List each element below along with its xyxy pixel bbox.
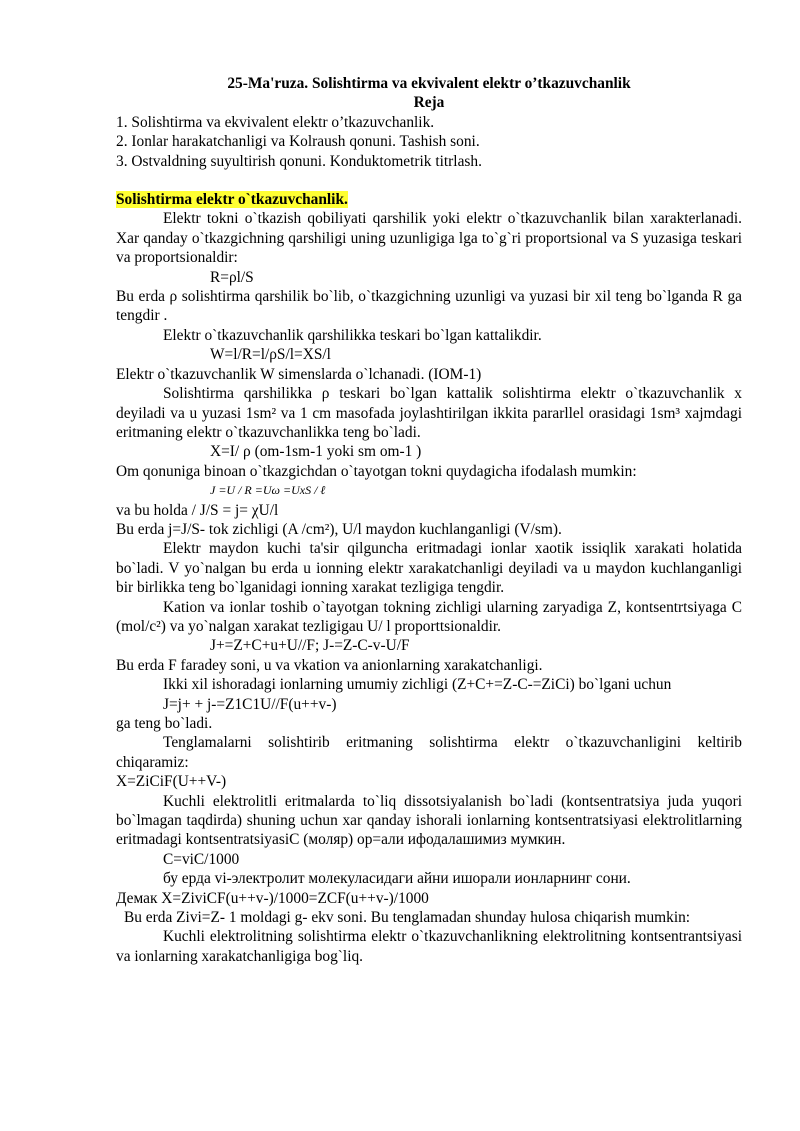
paragraph: Ikki xil ishoradagi ionlarning umumiy zichligi (Z+C+=Z-C-=ZiCi) bo`lgani uchun <box>163 676 672 694</box>
paragraph: бу ерда vi-электролит молекуласидаги айни ишорали ионларнинг сони. <box>163 870 631 888</box>
equation: X=I/ ρ (om-1sm-1 yoki sm om-1 ) <box>210 443 422 461</box>
paragraph: va bu holda / J/S = j= χU/l <box>116 501 279 519</box>
equation: J+=Z+C+u+U//F; J-=Z-C-v-U/F <box>210 637 410 655</box>
plan-list <box>116 113 742 171</box>
paragraph: Tenglamalarni solishtirib eritmaning solishtirma elektr o`tkazuvchanligini keltirib chiqaramiz: <box>116 734 742 771</box>
equation: J=j+ + j-=Z1C1U//F(u++v-) <box>163 695 337 713</box>
highlighted-heading: Solishtirma elektr o`tkazuvchanlik. <box>116 191 348 209</box>
plan-item: 2. Ionlar harakatchanligi va Kolraush qonuni. Tashish soni. <box>116 133 480 151</box>
paragraph: Om qonuniga binoan o`tkazgichdan o`tayotgan tokni quydagicha ifodalash mumkin: <box>116 462 637 480</box>
equation: X=ZiCiF(U++V-) <box>116 773 227 791</box>
paragraph: Bu erda Zivi=Z- 1 moldagi g- ekv soni. Bu tenglamadan shunday hulosa chiqarish mumkin: <box>124 909 691 927</box>
paragraph: Elektr tokni o`tkazish qobiliyati qarshilik yoki elektr o`tkazuvchanlik bilan xarakterlanadi. Xar qanday o`tkazgichning qarshiligi uning uzunligiga lga to`g`ri proportsional va S yuzasiga teskari va proportsionaldir: <box>116 210 742 267</box>
equation: R=ρl/S <box>210 268 254 286</box>
paragraph: Kation va ionlar toshib o`tayotgan tokning zichligi ularning zaryadiga Z, kontsentrtsiyaga C (mol/c²) va yo`nalgan xarakat tezligigau U/ l proporttsionaldir. <box>116 598 742 635</box>
plan-item: 1. Solishtirma va ekvivalent elektr o’tkazuvchanlik. <box>116 113 435 131</box>
paragraph: Solishtirma qarshilikka ρ teskari bo`lgan kattalik solishtirma elektr o`tkazuvchanlik x deyiladi va u yuzasi 1sm² va 1 cm masofada joylashtirilgan ikkita pararllel orasidagi 1sm³ xajmdagi eritmaning elektr o`tkazuvchanlikka teng bo`ladi. <box>116 385 742 441</box>
paragraph: ga teng bo`ladi. <box>116 715 213 732</box>
paragraph: Bu erda j=J/S- tok zichligi (A /cm²), U/l maydon kuchlanganligi (V/sm). <box>116 520 562 538</box>
paragraph: Kuchli elektrolitning solishtirma elektr o`tkazuvchanlikning elektrolitning kontsentrantsiyasi va ionlarning xarakatchanligiga bog`liq. <box>116 928 742 965</box>
paragraph: Elektr o`tkazuvchanlik W simenslarda o`lchanadi. (IOM-1) <box>116 365 482 383</box>
plan-item: 3. Ostvaldning suyultirish qonuni. Konduktometrik titrlash. <box>116 152 482 170</box>
section-heading <box>116 190 742 209</box>
paragraph: Bu erda F faradey soni, u va vkation va anionlarning xarakatchanligi. <box>116 656 543 674</box>
paragraph: Bu erda ρ solishtirma qarshilik bo`lib, o`tkazgichning uzunligi va yuzasi bir xil teng bo`lganda R ga tengdir . <box>116 288 742 325</box>
equation: J =U / R =Uω =UxS / ℓ <box>210 483 326 498</box>
paragraph: Elektr o`tkazuvchanlik qarshilikka teskari bo`lgan kattalikdir. <box>163 326 542 344</box>
equation: W=l/R=l/ρS/l=XS/l <box>210 346 331 364</box>
paragraph: Демак X=ZiviCF(u++v-)/1000=ZCF(u++v-)/1000 <box>116 889 429 907</box>
equation: C=viC/1000 <box>163 850 240 868</box>
lecture-title: 25-Ma'ruza. Solishtirma va ekvivalent elektr o’tkazuvchanlik <box>227 75 631 92</box>
paragraph: Kuchli elektrolitli eritmalarda to`liq dissotsiyalanish bo`ladi (kontsentratsiya juda yuqori bo`lmagan taqdirda) shuning uchun xar qanday ishorali ionlarning kontsentratsiyasi elektrolitlarning eritmadagi kontsentratsiyasiC (моляр) ор=али ифодалашимиз мумкин. <box>116 792 742 849</box>
document-page <box>116 74 742 966</box>
plan-heading: Reja <box>413 94 445 112</box>
paragraph: Elektr maydon kuchi ta'sir qilguncha eritmadagi ionlar xaotik issiqlik xarakati holatida bo`ladi. V yo`nalgan bu erda u ionning elektr xarakatchanligi deyiladi va u maydon kuchlanganligi bir birlikka teng bo`lganidagi ionning xarakat tezligiga tengdir. <box>116 540 742 597</box>
